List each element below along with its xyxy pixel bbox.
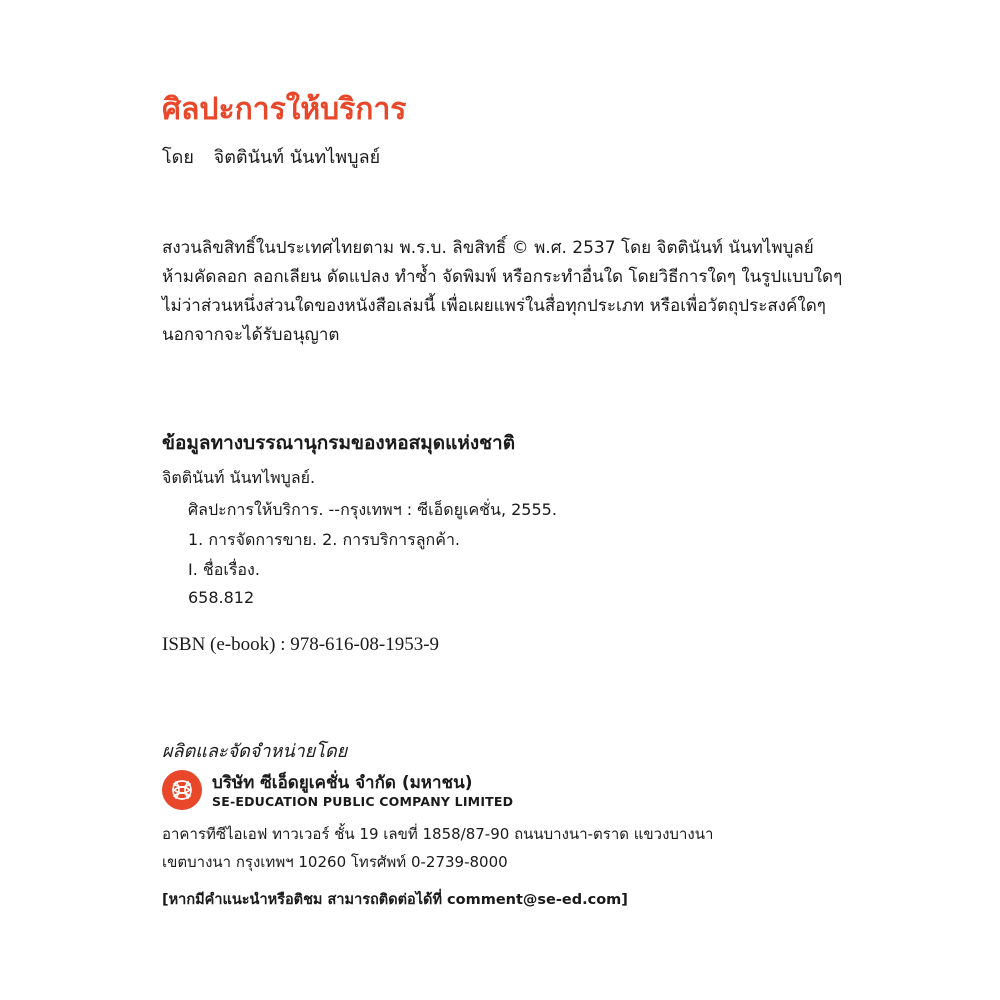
distribution-label: ผลิตและจัดจำหน่ายโดย [162, 741, 348, 762]
contact-note: [หากมีคำแนะนำหรือติชม สามารถติดต่อได้ที่ comment@se-ed.com] [162, 892, 628, 908]
isbn: ISBN (e-book) : 978-616-08-1953-9 [162, 634, 440, 655]
company-address [162, 820, 713, 876]
cip-title: ศิลปะการให้บริการ. --กรุงเทพฯ : ซีเอ็ดยูเคชั่น, 2555. [188, 500, 557, 519]
byline [162, 142, 380, 171]
cip-heading: ข้อมูลทางบรรณานุกรมของหอสมุดแห่งชาติ [162, 432, 516, 454]
cip-title-note: I. ชื่อเรื่อง. [188, 560, 260, 579]
company-name-thai: บริษัท ซีเอ็ดยูเคชั่น จำกัด (มหาชน) [212, 773, 473, 793]
copyright-line: ห้ามคัดลอก ลอกเลียน ดัดแปลง ทำซ้ำ จัดพิมพ์ หรือกระทำอื่นใด โดยวิธีการใดๆ ในรูปแบบใดๆ [162, 267, 843, 287]
cip-classification: 658.812 [188, 588, 255, 607]
cip-subjects: 1. การจัดการขาย. 2. การบริการลูกค้า. [188, 530, 461, 549]
by-label: โดย [162, 147, 194, 168]
copyright-line: นอกจากจะได้รับอนุญาต [162, 325, 340, 345]
company-name-english: SE-EDUCATION PUBLIC COMPANY LIMITED [212, 794, 514, 809]
address-line: อาคารทีซีไอเอฟ ทาวเวอร์ ชั้น 19 เลขที่ 1858/87-90 ถนนบางนา-ตราด แขวงบางนา [162, 825, 714, 843]
copyright-notice [162, 234, 882, 350]
address-line: เขตบางนา กรุงเทพฯ 10260 โทรศัพท์ 0-2739-8000 [162, 853, 508, 871]
se-ed-logo-icon [162, 770, 202, 810]
cip-author: จิตตินันท์ นันทไพบูลย์. [162, 468, 316, 487]
author-name: จิตตินันท์ นันทไพบูลย์ [213, 147, 381, 168]
book-title: ศิลปะการให้บริการ [162, 92, 407, 127]
copyright-line: ไม่ว่าส่วนหนึ่งส่วนใดของหนังสือเล่มนี้ เพื่อเผยแพร่ในสื่อทุกประเภท หรือเพื่อวัตถุประสงค์ใดๆ [162, 296, 826, 316]
copyright-line: สงวนลิขสิทธิ์ในประเทศไทยตาม พ.ร.บ. ลิขสิทธิ์ © พ.ศ. 2537 โดย จิตตินันท์ นันทไพบูลย์ [162, 238, 814, 258]
